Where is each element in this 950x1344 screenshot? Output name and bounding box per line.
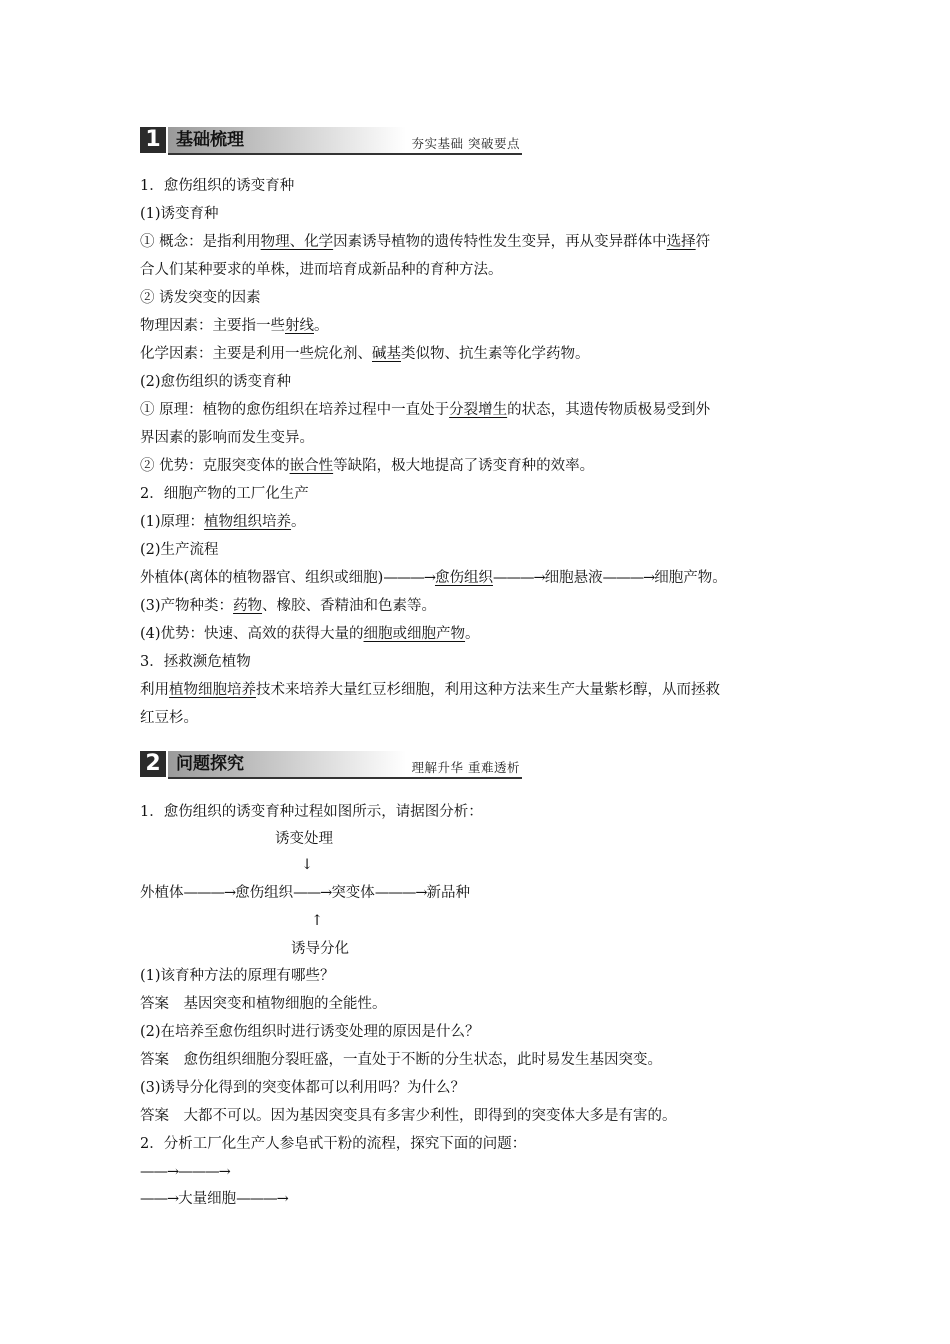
question-2: 2．分析工厂化生产人参皂甙干粉的流程，探究下面的问题： [140,1136,527,1152]
diagram-arrow: ———→ [374,885,427,901]
subheading-production-flow: (2)生产流程 [140,542,219,558]
answer-blank: 药物 [233,598,263,614]
paragraph-principle-cont: 界因素的影响而发生变异。 [140,430,314,446]
answer-blank: 选择 [666,234,696,250]
flow-line-2 [140,1189,288,1209]
section-underline [168,777,522,779]
answer-blank: 植物细胞培养 [169,682,256,698]
flow-arrow: ——→ [140,1191,179,1207]
subheading-callus-mutation: (2)愈伤组织的诱变育种 [140,374,292,390]
answer-blank: 嵌合性 [289,458,334,474]
answer-blank: 射线 [285,318,314,334]
answer-blank: 愈伤组织 [434,570,493,586]
flow-arrow: ——→———→ [140,1164,230,1180]
paragraph-rescue [140,680,720,700]
flow-arrow: ———→ [236,1191,288,1207]
text-segment: 。 [291,514,306,530]
sub-question-1: (1)该育种方法的原理有哪些？ [140,968,335,984]
section-header-basics [140,126,522,156]
flow-node-many-cells: 大量细胞 [178,1191,237,1207]
text-segment: ① 原理：植物的愈伤组织在培养过程中一直处于 [140,402,450,418]
text-segment: 等缺陷，极大地提高了诱变育种的效率。 [333,458,595,474]
section-subtitle: 夯实基础 突破要点 [411,136,520,151]
paragraph-product-types [140,596,436,616]
paragraph-principle [140,400,710,420]
section-subtitle: 理解升华 重难透析 [411,760,520,775]
flow-node-product: 细胞产物。 [654,570,727,586]
flow-arrow: ———→ [492,570,545,586]
diagram-node-new-variety: 新品种 [426,885,470,901]
paragraph-concept [140,232,710,252]
diagram-main-flow [140,883,470,903]
diagram-arrow: ———→ [183,885,236,901]
heading-callus-mutation: 1．愈伤组织的诱变育种 [140,178,295,194]
text-segment: ① 概念：是指利用 [140,234,261,250]
answer-blank: 分裂增生 [449,402,508,418]
text-segment: 化学因素：主要是利用一些烷化剂、 [140,346,372,362]
diagram-node-mutant: 突变体 [331,885,375,901]
subheading-mutation-breeding: (1)诱变育种 [140,206,219,222]
paragraph-chemical-factors [140,344,590,364]
text-segment: 符 [695,234,711,250]
text-segment: 类似物、抗生素等化学药物。 [401,346,590,362]
diagram-arrow: ——→ [293,885,332,901]
paragraph-rescue-cont: 红豆杉。 [140,710,198,726]
answer-3: 答案 大都不可以。因为基因突变具有多害少利性，即得到的突变体大多是有害的。 [140,1108,677,1124]
flow-arrow: ———→ [602,570,655,586]
answer-blank: 碱基 [372,346,401,362]
flow-node-suspension: 细胞悬液 [544,570,603,586]
subheading-factors: ② 诱发突变的因素 [140,290,261,306]
section-number-badge: 1 [140,127,166,153]
production-flow-line [140,568,727,588]
text-segment: (1)原理： [140,514,205,530]
diagram-down-arrow: ↓ [301,857,314,873]
section-title: 问题探究 [176,754,244,774]
diagram-label-mutation-treatment: 诱变处理 [275,831,333,847]
answer-blank: 细胞或细胞产物 [363,626,466,642]
answer-2: 答案 愈伤组织细胞分裂旺盛，一直处于不断的分生状态，此时易发生基因突变。 [140,1052,662,1068]
flow-arrow: ———→ [383,570,435,586]
text-segment: 因素诱导植物的遗传特性发生变异，再从变异群体中 [333,234,667,250]
diagram-node-explant: 外植体 [140,885,184,901]
paragraph-advantage [140,456,594,476]
diagram-up-arrow: ↑ [311,913,324,929]
answer-1: 答案 基因突变和植物细胞的全能性。 [140,996,387,1012]
paragraph-concept-cont: 合人们某种要求的单株，进而培育成新品种的育种方法。 [140,262,503,278]
section-title: 基础梳理 [176,130,244,150]
section-header-inquiry [140,750,522,780]
paragraph-production-advantage [140,624,480,644]
paragraph-physical-factors [140,316,329,336]
paragraph-production-principle [140,512,306,532]
answer-blank: 植物组织培养 [204,514,292,530]
section-underline [168,153,522,155]
text-segment: 物理因素：主要指一些 [140,318,285,334]
text-segment: (3)产物种类： [140,598,234,614]
text-segment: 的状态，其遗传物质极易受到外 [507,402,711,418]
diagram-label-induced-differentiation: 诱导分化 [291,941,349,957]
heading-factory-production: 2．细胞产物的工厂化生产 [140,486,309,502]
heading-rescue-plants: 3．拯救濒危植物 [140,654,251,670]
sub-question-2: (2)在培养至愈伤组织时进行诱变处理的原因是什么？ [140,1024,480,1040]
text-segment: 。 [314,318,329,334]
sub-question-3: (3)诱导分化得到的突变体都可以利用吗？为什么？ [140,1080,466,1096]
text-segment: 技术来培养大量红豆杉细胞，利用这种方法来生产大量紫杉醇，从而拯救 [256,682,720,698]
flow-node-explant: 外植体(离体的植物器官、组织或细胞) [140,570,384,586]
diagram-node-callus: 愈伤组织 [235,885,294,901]
text-segment: 、橡胶、香精油和色素等。 [262,598,437,614]
answer-blank: 物理、化学 [260,234,334,250]
text-segment: (4)优势：快速、高效的获得大量的 [140,626,364,642]
text-segment: ② 优势：克服突变体的 [140,458,290,474]
flow-line-1 [140,1162,230,1182]
question-1: 1．愈伤组织的诱变育种过程如图所示，请据图分析： [140,804,483,820]
section-number-badge: 2 [140,751,166,777]
text-segment: 。 [465,626,480,642]
text-segment: 利用 [140,682,169,698]
